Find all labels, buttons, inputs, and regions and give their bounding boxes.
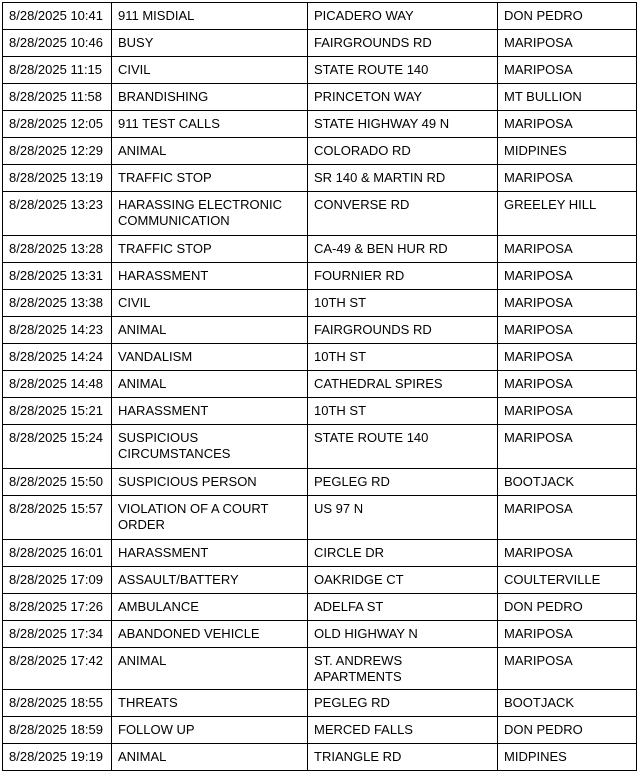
city-cell: MARIPOSA <box>498 398 637 425</box>
call-type-cell: SUSPICIOUS CIRCUMSTANCES <box>112 425 308 469</box>
call-type-cell: ANIMAL <box>112 744 308 771</box>
call-type-cell: TRAFFIC STOP <box>112 165 308 192</box>
call-type-cell: 911 MISDIAL <box>112 3 308 30</box>
city-cell: MARIPOSA <box>498 317 637 344</box>
location-cell: COLORADO RD <box>308 138 498 165</box>
table-row <box>3 290 637 317</box>
table-row <box>3 344 637 371</box>
datetime-cell: 8/28/2025 16:01 <box>3 540 112 567</box>
datetime-cell: 8/28/2025 18:55 <box>3 690 112 717</box>
call-type-cell: 911 TEST CALLS <box>112 111 308 138</box>
table-row <box>3 111 637 138</box>
call-log-table <box>2 2 637 771</box>
datetime-cell: 8/28/2025 13:23 <box>3 192 112 236</box>
location-cell: CATHEDRAL SPIRES <box>308 371 498 398</box>
table-row <box>3 371 637 398</box>
datetime-cell: 8/28/2025 13:19 <box>3 165 112 192</box>
datetime-cell: 8/28/2025 12:05 <box>3 111 112 138</box>
call-type-cell: ABANDONED VEHICLE <box>112 621 308 648</box>
table-row <box>3 425 637 469</box>
location-cell: US 97 N <box>308 496 498 540</box>
city-cell: DON PEDRO <box>498 717 637 744</box>
call-type-cell: BUSY <box>112 30 308 57</box>
location-cell: FAIRGROUNDS RD <box>308 30 498 57</box>
city-cell: MARIPOSA <box>498 165 637 192</box>
table-row <box>3 192 637 236</box>
city-cell: MARIPOSA <box>498 540 637 567</box>
datetime-cell: 8/28/2025 17:26 <box>3 594 112 621</box>
city-cell: MARIPOSA <box>498 425 637 469</box>
location-cell: MERCED FALLS <box>308 717 498 744</box>
location-cell: OLD HIGHWAY N <box>308 621 498 648</box>
datetime-cell: 8/28/2025 10:41 <box>3 3 112 30</box>
call-type-cell: SUSPICIOUS PERSON <box>112 469 308 496</box>
call-type-cell: HARASSMENT <box>112 540 308 567</box>
location-cell: PRINCETON WAY <box>308 84 498 111</box>
location-cell: TRIANGLE RD <box>308 744 498 771</box>
city-cell: MARIPOSA <box>498 344 637 371</box>
table-row <box>3 398 637 425</box>
datetime-cell: 8/28/2025 17:09 <box>3 567 112 594</box>
location-cell: CA-49 & BEN HUR RD <box>308 236 498 263</box>
table-row <box>3 690 637 717</box>
datetime-cell: 8/28/2025 15:50 <box>3 469 112 496</box>
call-type-cell: VANDALISM <box>112 344 308 371</box>
datetime-cell: 8/28/2025 14:23 <box>3 317 112 344</box>
datetime-cell: 8/28/2025 15:21 <box>3 398 112 425</box>
call-type-cell: CIVIL <box>112 290 308 317</box>
location-cell: 10TH ST <box>308 344 498 371</box>
call-type-cell: VIOLATION OF A COURT ORDER <box>112 496 308 540</box>
location-cell: PICADERO WAY <box>308 3 498 30</box>
table-row <box>3 540 637 567</box>
city-cell: DON PEDRO <box>498 3 637 30</box>
location-cell: STATE ROUTE 140 <box>308 57 498 84</box>
datetime-cell: 8/28/2025 18:59 <box>3 717 112 744</box>
datetime-cell: 8/28/2025 14:24 <box>3 344 112 371</box>
table-row <box>3 717 637 744</box>
call-type-cell: HARASSMENT <box>112 398 308 425</box>
call-type-cell: AMBULANCE <box>112 594 308 621</box>
datetime-cell: 8/28/2025 11:15 <box>3 57 112 84</box>
call-type-cell: THREATS <box>112 690 308 717</box>
location-cell: OAKRIDGE CT <box>308 567 498 594</box>
datetime-cell: 8/28/2025 13:31 <box>3 263 112 290</box>
datetime-cell: 8/28/2025 15:57 <box>3 496 112 540</box>
call-type-cell: ANIMAL <box>112 648 308 690</box>
call-type-cell: ANIMAL <box>112 138 308 165</box>
location-cell: 10TH ST <box>308 398 498 425</box>
call-type-cell: CIVIL <box>112 57 308 84</box>
call-type-cell: HARASSMENT <box>112 263 308 290</box>
call-type-cell: TRAFFIC STOP <box>112 236 308 263</box>
table-row <box>3 744 637 771</box>
call-log-body <box>3 3 637 771</box>
location-cell: CONVERSE RD <box>308 192 498 236</box>
datetime-cell: 8/28/2025 14:48 <box>3 371 112 398</box>
city-cell: MIDPINES <box>498 138 637 165</box>
call-type-cell: ANIMAL <box>112 317 308 344</box>
location-cell: FAIRGROUNDS RD <box>308 317 498 344</box>
location-cell: FOURNIER RD <box>308 263 498 290</box>
table-row <box>3 648 637 690</box>
city-cell: MARIPOSA <box>498 111 637 138</box>
datetime-cell: 8/28/2025 13:38 <box>3 290 112 317</box>
datetime-cell: 8/28/2025 12:29 <box>3 138 112 165</box>
table-row <box>3 84 637 111</box>
city-cell: DON PEDRO <box>498 594 637 621</box>
table-row <box>3 469 637 496</box>
location-cell: PEGLEG RD <box>308 469 498 496</box>
table-row <box>3 317 637 344</box>
location-cell: CIRCLE DR <box>308 540 498 567</box>
location-cell: 10TH ST <box>308 290 498 317</box>
table-row <box>3 496 637 540</box>
city-cell: MIDPINES <box>498 744 637 771</box>
table-row <box>3 594 637 621</box>
city-cell: MARIPOSA <box>498 648 637 690</box>
table-row <box>3 30 637 57</box>
datetime-cell: 8/28/2025 17:34 <box>3 621 112 648</box>
datetime-cell: 8/28/2025 11:58 <box>3 84 112 111</box>
call-type-cell: ASSAULT/BATTERY <box>112 567 308 594</box>
location-cell: SR 140 & MARTIN RD <box>308 165 498 192</box>
location-cell: STATE HIGHWAY 49 N <box>308 111 498 138</box>
table-row <box>3 3 637 30</box>
datetime-cell: 8/28/2025 10:46 <box>3 30 112 57</box>
table-row <box>3 138 637 165</box>
location-cell: ST. ANDREWS APARTMENTS <box>308 648 498 690</box>
call-type-cell: HARASSING ELECTRONIC COMMUNICATION <box>112 192 308 236</box>
table-row <box>3 567 637 594</box>
city-cell: BOOTJACK <box>498 469 637 496</box>
datetime-cell: 8/28/2025 19:19 <box>3 744 112 771</box>
city-cell: MT BULLION <box>498 84 637 111</box>
location-cell: ADELFA ST <box>308 594 498 621</box>
city-cell: MARIPOSA <box>498 290 637 317</box>
table-row <box>3 165 637 192</box>
location-cell: PEGLEG RD <box>308 690 498 717</box>
city-cell: MARIPOSA <box>498 621 637 648</box>
table-row <box>3 236 637 263</box>
city-cell: MARIPOSA <box>498 57 637 84</box>
call-type-cell: ANIMAL <box>112 371 308 398</box>
city-cell: MARIPOSA <box>498 263 637 290</box>
city-cell: MARIPOSA <box>498 30 637 57</box>
call-type-cell: BRANDISHING <box>112 84 308 111</box>
call-type-cell: FOLLOW UP <box>112 717 308 744</box>
city-cell: MARIPOSA <box>498 371 637 398</box>
table-row <box>3 621 637 648</box>
city-cell: COULTERVILLE <box>498 567 637 594</box>
table-row <box>3 57 637 84</box>
city-cell: GREELEY HILL <box>498 192 637 236</box>
datetime-cell: 8/28/2025 17:42 <box>3 648 112 690</box>
city-cell: MARIPOSA <box>498 236 637 263</box>
city-cell: BOOTJACK <box>498 690 637 717</box>
city-cell: MARIPOSA <box>498 496 637 540</box>
location-cell: STATE ROUTE 140 <box>308 425 498 469</box>
datetime-cell: 8/28/2025 13:28 <box>3 236 112 263</box>
datetime-cell: 8/28/2025 15:24 <box>3 425 112 469</box>
table-row <box>3 263 637 290</box>
